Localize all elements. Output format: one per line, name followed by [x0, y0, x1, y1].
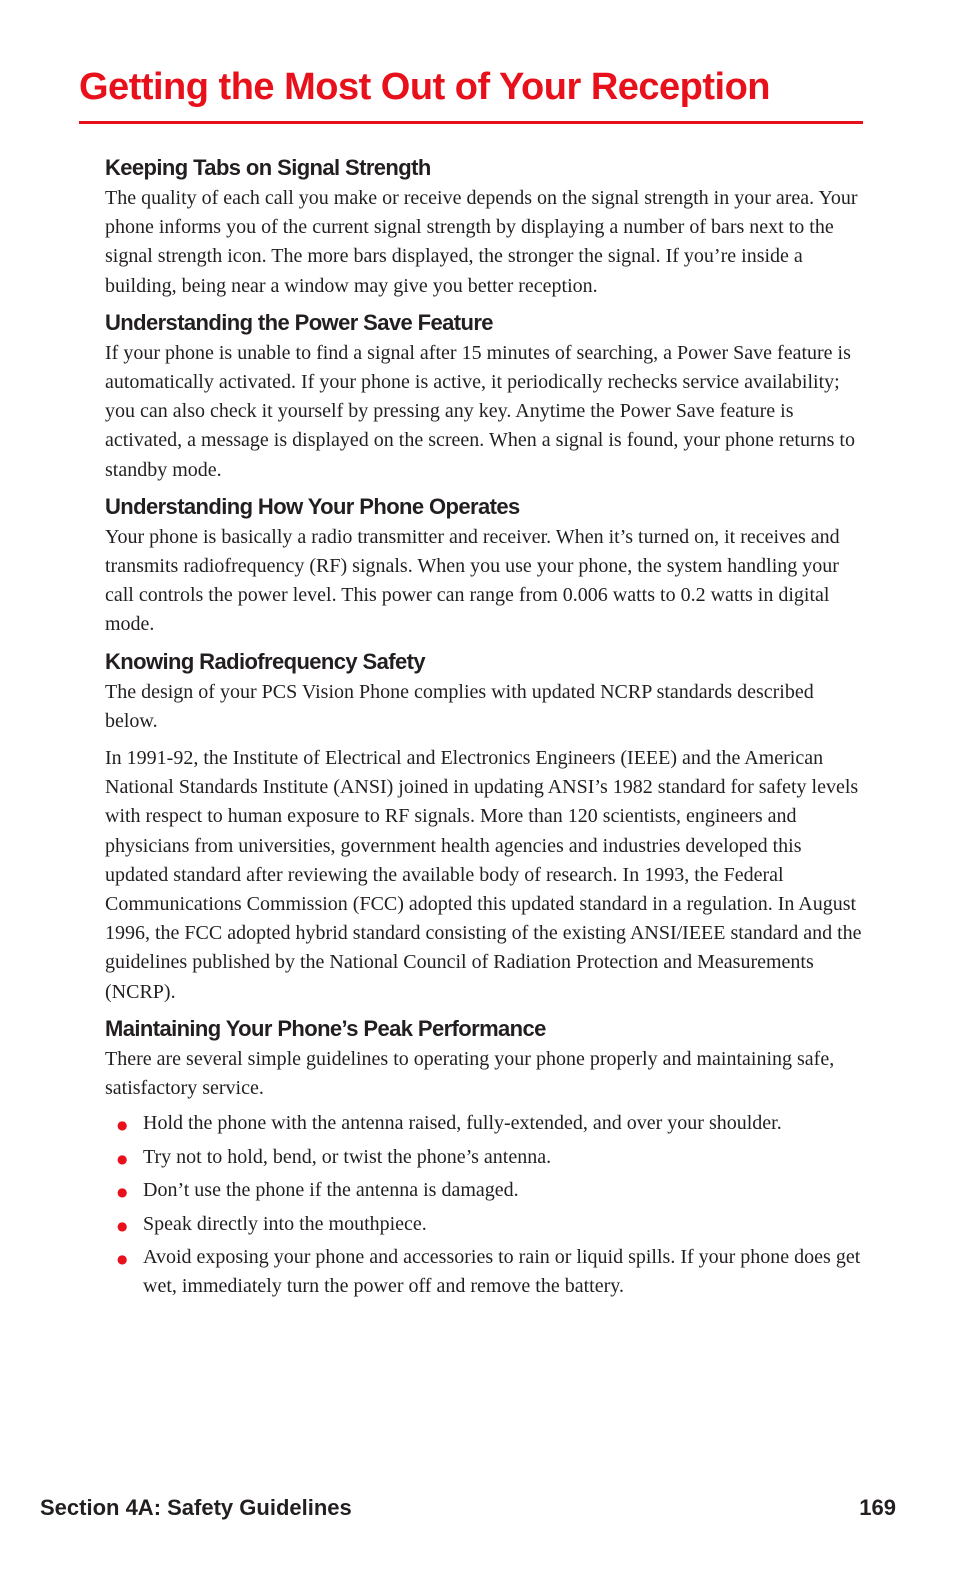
heading-phone-operates: Understanding How Your Phone Operates [105, 493, 520, 519]
paragraph-signal-strength: The quality of each call you make or receive depends on the signal strength in your area. Your phone informs you of the current signal strength by displaying a number of bars next to the signal strength icon. The more bars displayed, the stronger the signal. If you’re inside a building, being near a window may give you better reception. [105, 187, 858, 297]
footer-section-label: Section 4A: Safety Guidelines [40, 1495, 352, 1520]
list-item [105, 1143, 865, 1172]
bullet-dot-icon: ● [117, 1118, 128, 1133]
list-item [105, 1176, 865, 1205]
paragraph-power-save: If your phone is unable to find a signal after 15 minutes of searching, a Power Save feature is automatically activated. If your phone is active, it periodically rechecks service availability; you can also check it yourself by pressing any key. Anytime the Power Save feature is activated, a message is displayed on the screen. When a signal is found, your phone returns to standby mode. [105, 341, 855, 481]
page-title: Getting the Most Out of Your Reception [79, 66, 771, 108]
bullet-dot-icon: ● [117, 1151, 128, 1166]
list-item [105, 1210, 865, 1239]
list-item-text: Hold the phone with the antenna raised, fully-extended, and over your shoulder. [143, 1112, 782, 1135]
heading-rf-safety: Knowing Radiofrequency Safety [105, 648, 425, 674]
list-item-text: Avoid exposing your phone and accessories to rain or liquid spills. If your phone does get wet, immediately turn the power off and remove the battery. [143, 1246, 861, 1297]
paragraph-rf-safety-history: In 1991-92, the Institute of Electrical and Electronics Engineers (IEEE) and the American National Standards Institute (ANSI) joined in updating ANSI’s 1982 standard for safety levels with respect to human exposure to RF signals. More than 120 scientists, engineers and physicians from universities, government health agencies and industries developed this updated standard after reviewing the available body of research. In 1993, the Federal Communications Commission (FCC) adopted this updated standard in a regulation. In August 1996, the FCC adopted hybrid standard consisting of the existing ANSI/IEEE standard and the guidelines published by the National Council of Radiation Protection and Measurements (NCRP). [105, 747, 862, 1003]
paragraph-phone-operates: Your phone is basically a radio transmitter and receiver. When it’s turned on, it receives and transmits radiofrequency (RF) signals. When you use your phone, the system handling your call controls the power level. This power can range from 0.006 watts to 0.2 watts in digital mode. [105, 525, 840, 636]
bullet-dot-icon: ● [117, 1252, 128, 1267]
paragraph-rf-safety-intro: The design of your PCS Vision Phone complies with updated NCRP standards described below. [105, 680, 814, 732]
paragraph-peak-performance: There are several simple guidelines to operating your phone properly and maintaining safe, satisfactory service. [105, 1047, 835, 1100]
heading-peak-performance: Maintaining Your Phone’s Peak Performance [105, 1015, 546, 1041]
footer-page-number: 169 [859, 1495, 896, 1520]
page-content [105, 152, 865, 1305]
title-rule [79, 121, 863, 124]
heading-power-save: Understanding the Power Save Feature [105, 309, 493, 335]
bullet-dot-icon: ● [117, 1185, 128, 1200]
list-item [105, 1109, 865, 1138]
list-item-text: Speak directly into the mouthpiece. [143, 1212, 427, 1235]
bullet-dot-icon: ● [117, 1218, 128, 1233]
list-item-text: Don’t use the phone if the antenna is damaged. [143, 1179, 519, 1202]
list-item [105, 1243, 865, 1300]
heading-signal-strength: Keeping Tabs on Signal Strength [105, 155, 431, 180]
list-item-text: Try not to hold, bend, or twist the phone’s antenna. [143, 1145, 552, 1168]
guidelines-list [105, 1109, 865, 1300]
